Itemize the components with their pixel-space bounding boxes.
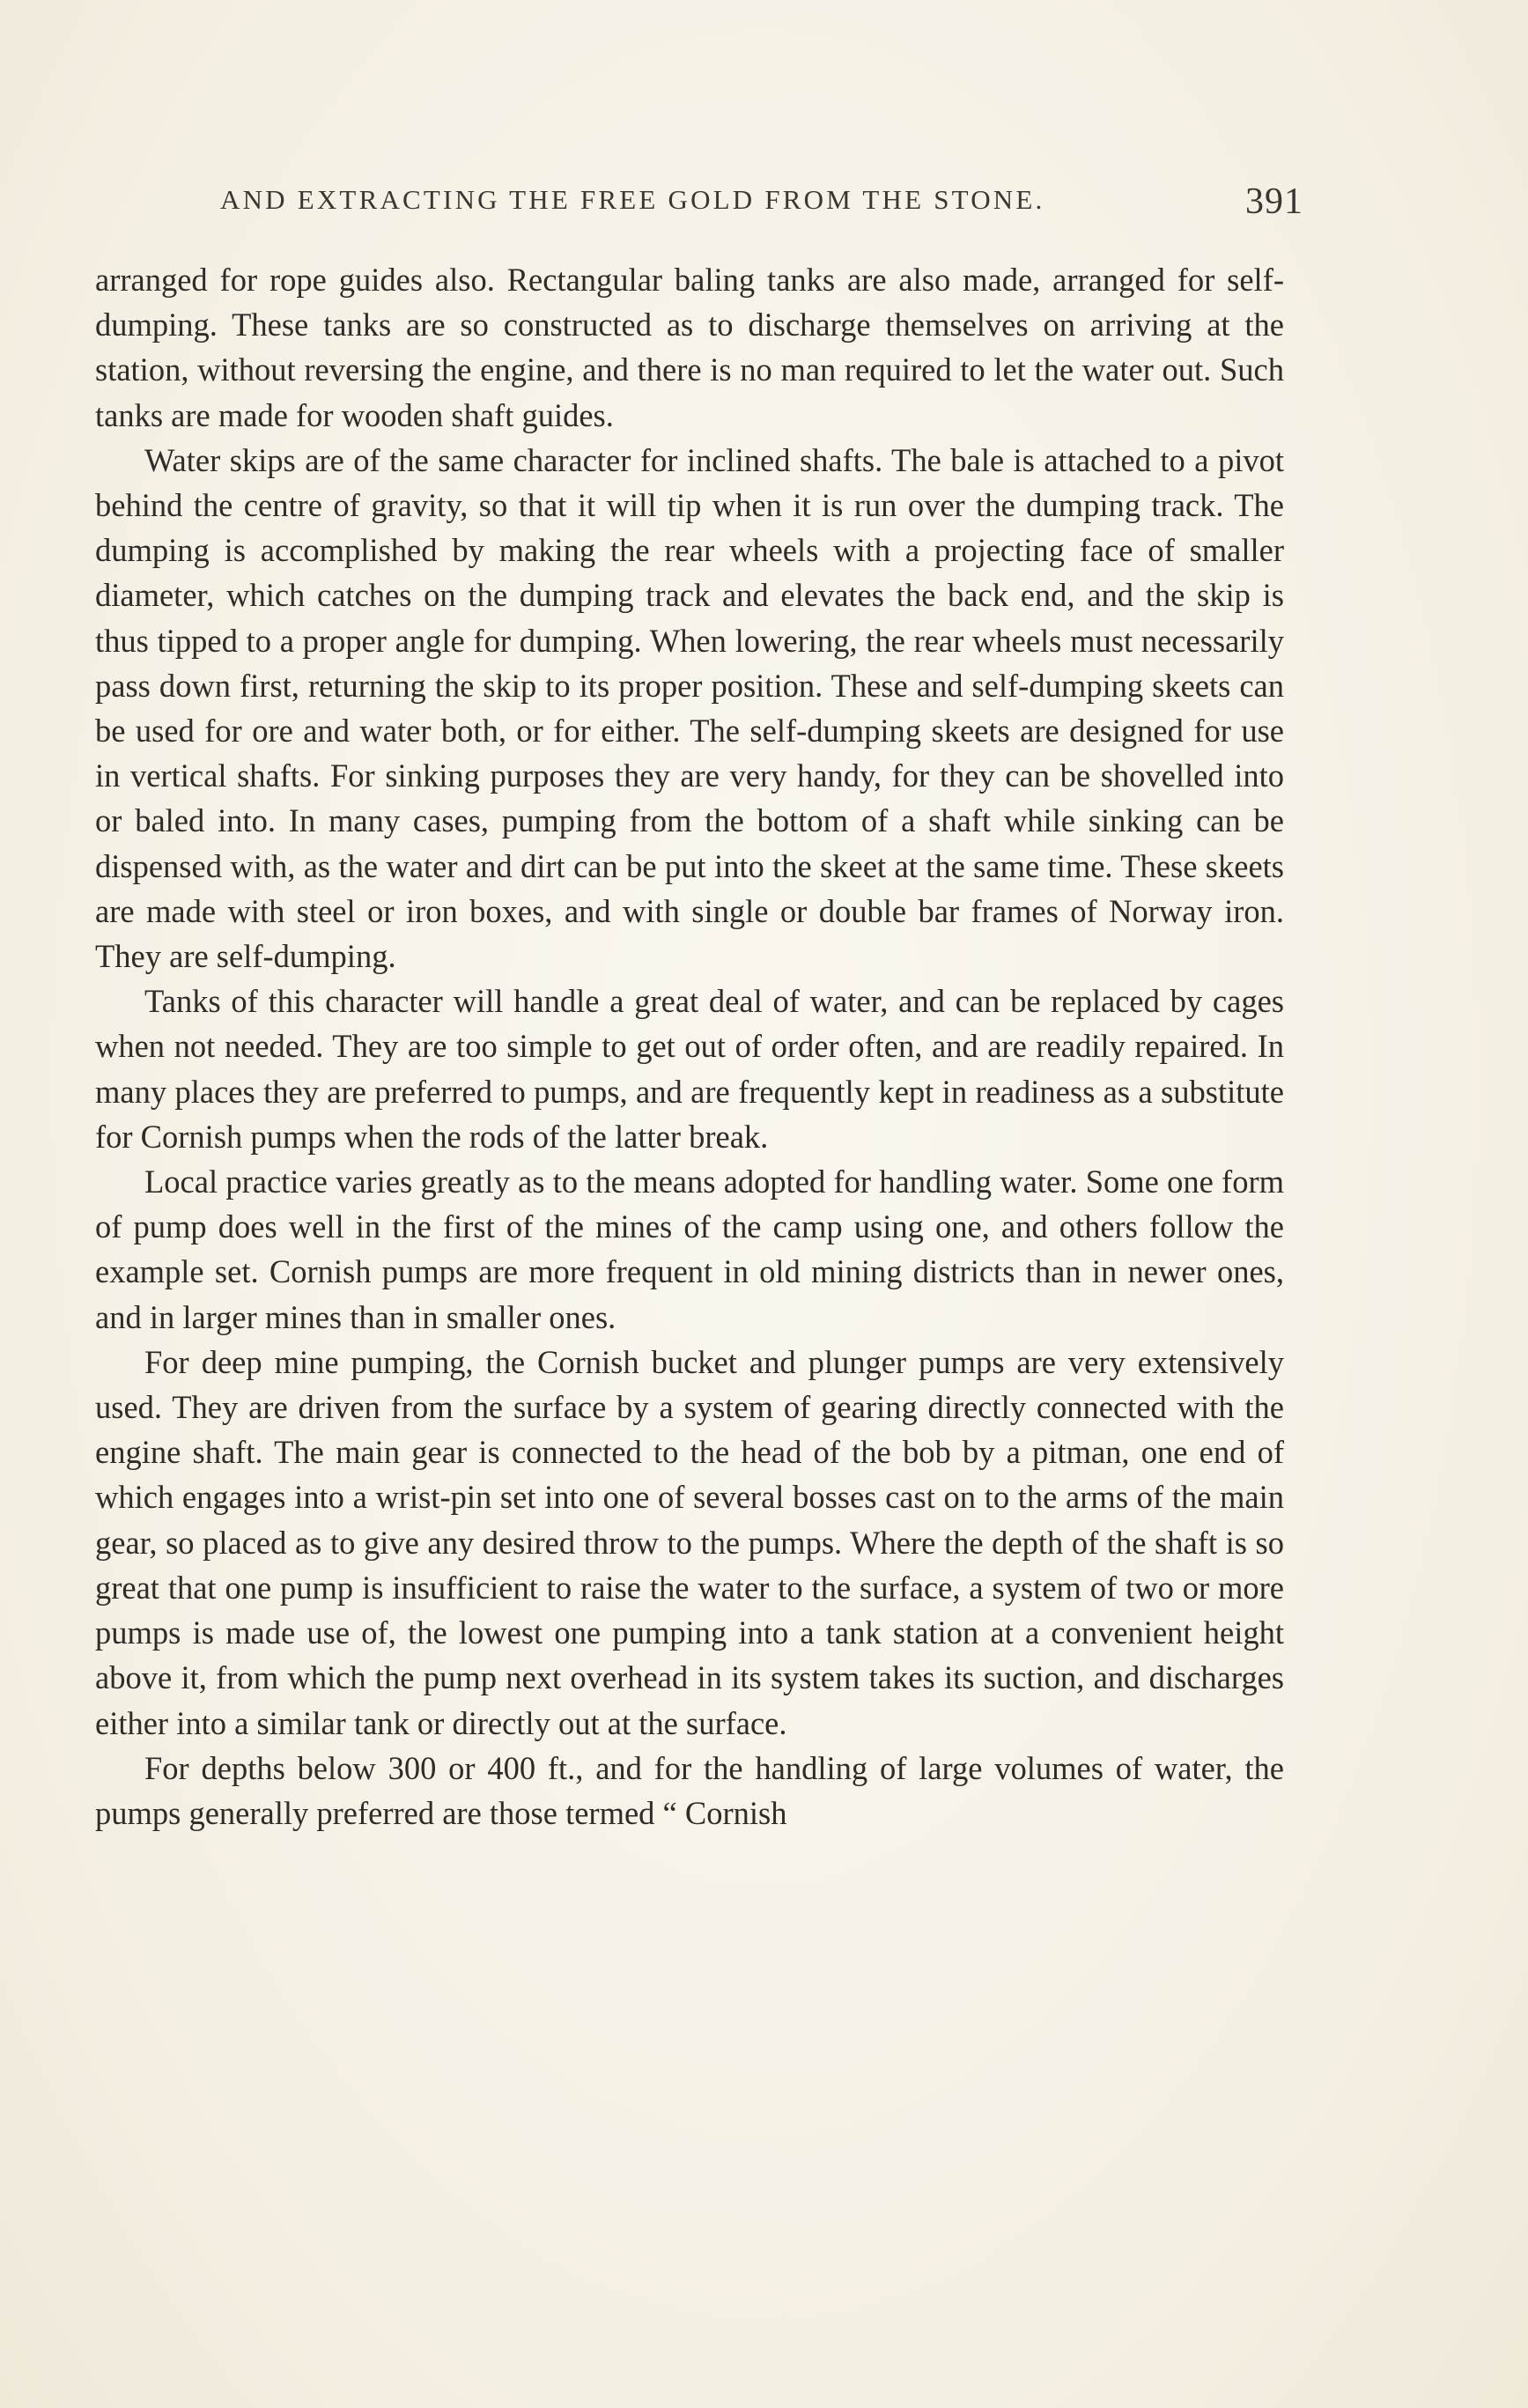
page-number: 391 xyxy=(1245,181,1303,222)
paragraph-local-practice: Local practice varies greatly as to the means adopted for handling water. Some one form of pump does well in the first of the mines of the camp using one, and others follow the example set. Cornish pumps are more frequent in old mining districts than in newer ones, and in larger mines than in smaller ones. xyxy=(95,1163,1284,1335)
paragraph-continued: arranged for rope guides also. Rectangular baling tanks are also made, arranged for self-dumping. These tanks are so constructed as to discharge themselves on arriving at the station, without reversing the engine, and there is no man required to let the water out. Such tanks are made for wooden shaft guides. xyxy=(95,262,1284,433)
body-text xyxy=(95,257,1284,1836)
paragraph-tanks: Tanks of this character will handle a great deal of water, and can be replaced by cages when not needed. They are too simple to get out of order often, and are readily repaired. In many places they are preferred to pumps, and are frequently kept in readiness as a substitute for Cornish pumps when the rods of the latter break. xyxy=(95,983,1284,1155)
running-title: AND EXTRACTING THE FREE GOLD FROM THE STONE. xyxy=(220,184,1045,215)
paragraph-deep-mine-pumping: For deep mine pumping, the Cornish bucket and plunger pumps are very extensively used. They are driven from the surface by a system of gearing directly connected with the engine shaft. The main gear is connected to the head of the bob by a pitman, one end of which engages into a wrist-pin set into one of several bosses cast on to the arms of the main gear, so placed as to give any desired throw to the pumps. Where the depth of the shaft is so great that one pump is insufficient to raise the water to the surface, a system of two or more pumps is made use of, the lowest one pumping into a tank station at a convenient height above it, from which the pump next overhead in its system takes its suction, and discharges either into a similar tank or directly out at the surface. xyxy=(95,1343,1284,1741)
paragraph-water-skips: Water skips are of the same character for inclined shafts. The bale is attached to a pivot behind the centre of gravity, so that it will tip when it is run over the dumping track. The dumping is accomplished by making the rear wheels with a projecting face of smaller diameter, which catches on the dumping track and elevates the back end, and the skip is thus tipped to a proper angle for dumping. When lowering, the rear wheels must necessarily pass down first, returning the skip to its proper position. These and self-dumping skeets can be used for ore and water both, or for either. The self-dumping skeets are designed for use in vertical shafts. For sinking purposes they are very handy, for they can be shovelled into or baled into. In many cases, pumping from the bottom of a shaft while sinking can be dispensed with, as the water and dirt can be put into the skeet at the same time. These skeets are made with steel or iron boxes, and with single or double bar frames of Norway iron. They are self-dumping. xyxy=(95,441,1284,975)
running-head xyxy=(220,181,1303,233)
paragraph-depths: For depths below 300 or 400 ft., and for the handling of large volumes of water, the pumps generally preferred are those termed “ Cornish xyxy=(95,1749,1284,1831)
